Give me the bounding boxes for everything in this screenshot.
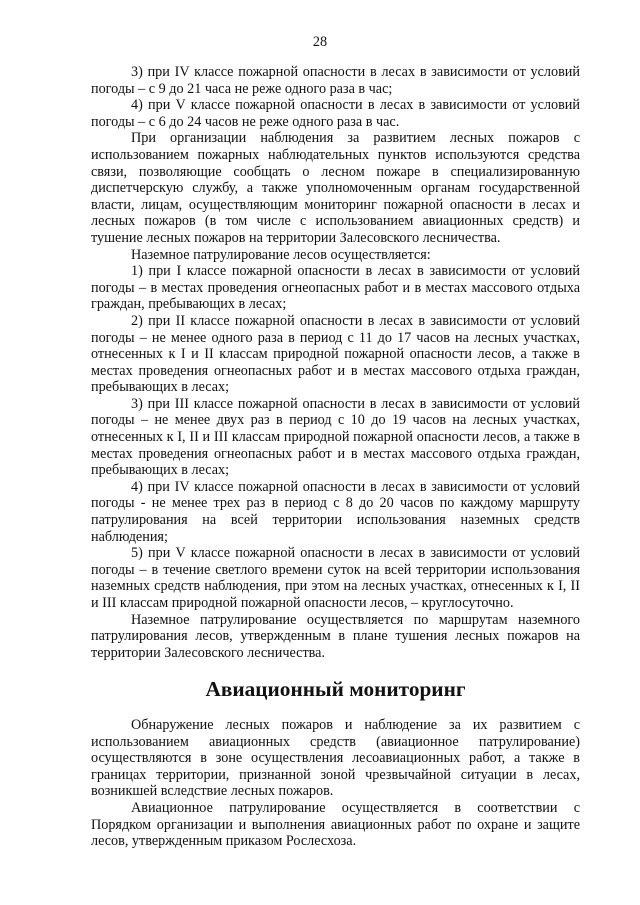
paragraph: 1) при I классе пожарной опасности в лесах в зависимости от условий погоды – в местах проведения огнеопасных работ и в местах массового отдыха граждан, пребывающих в лесах;	[91, 263, 580, 313]
paragraph: 2) при II классе пожарной опасности в лесах в зависимости от условий погоды – не менее одного раза в период с 11 до 17 часов на лесных участках, отнесенных к I и II классам природной пожарной опасности лесов, а также в местах проведения огнеопасных работ и в местах массового отдыха граждан, пребывающих в лесах;	[91, 312, 580, 396]
paragraph: 4) при V классе пожарной опасности в лесах в зависимости от условий погоды – с 6 до 24 часов не реже одного раза в час.	[91, 97, 580, 130]
paragraph: 3) при IV классе пожарной опасности в лесах в зависимости от условий погоды – с 9 до 21 часа не реже одного раза в час;	[91, 64, 580, 97]
paragraph: Авиационное патрулирование осуществляется в соответствии с Порядком организации и выполнения авиационных работ по охране и защите лесов, утвержденным приказом Рослесхоза.	[91, 799, 580, 850]
paragraph: 5) при V классе пожарной опасности в лесах в зависимости от условий погоды – в течение светлого времени суток на всей территории использования наземных средств наблюдения, при этом на лесных участках, отнесенных к I, II и III классам природной пожарной опасности лесов, – круглосуточно.	[91, 545, 580, 611]
page-number: 28	[312, 34, 328, 50]
paragraph: При организации наблюдения за развитием лесных пожаров с использованием пожарных наблюдательных пунктов используются средства связи, позволяющие сообщать о лесном пожаре в специализированную диспетчерскую службу, а также уполномоченным органам государственной власти, лицам, осуществляющим мониторинг пожарной опасности в лесах и лесных пожаров (в том числе с использованием авиационных средств) и тушение лесных пожаров на территории Залесовского лесничества.	[91, 130, 580, 246]
paragraph: Обнаружение лесных пожаров и наблюдение за их развитием с использованием авиационных средств (авиационное патрулирование) осуществляются в зоне осуществления лесоавиационных работ, а также в границах территории, признанной зоной чрезвычайной ситуации в лесах, возникшей вследствие лесных пожаров.	[91, 716, 580, 800]
paragraph: 4) при IV классе пожарной опасности в лесах в зависимости от условий погоды - не менее трех раз в период с 8 до 20 часов по каждому маршруту патрулирования на всей территории использования наземных средств наблюдения;	[91, 478, 580, 545]
paragraph: 3) при III классе пожарной опасности в лесах в зависимости от условий погоды – не менее двух раз в период с 10 до 19 часов на лесных участках, отнесенных к I, II и III классам природной пожарной опасности лесов, а также в местах проведения огнеопасных работ и в местах массового отдыха граждан, пребывающих в лесах;	[91, 395, 580, 479]
body-text	[91, 64, 580, 850]
paragraph: Наземное патрулирование осуществляется по маршрутам наземного патрулирования лесов, утвержденным в плане тушения лесных пожаров на территории Залесовского лесничества.	[91, 611, 580, 661]
section-heading: Авиационный мониторинг	[205, 677, 466, 702]
paragraph: Наземное патрулирование лесов осуществляется:	[131, 246, 431, 263]
